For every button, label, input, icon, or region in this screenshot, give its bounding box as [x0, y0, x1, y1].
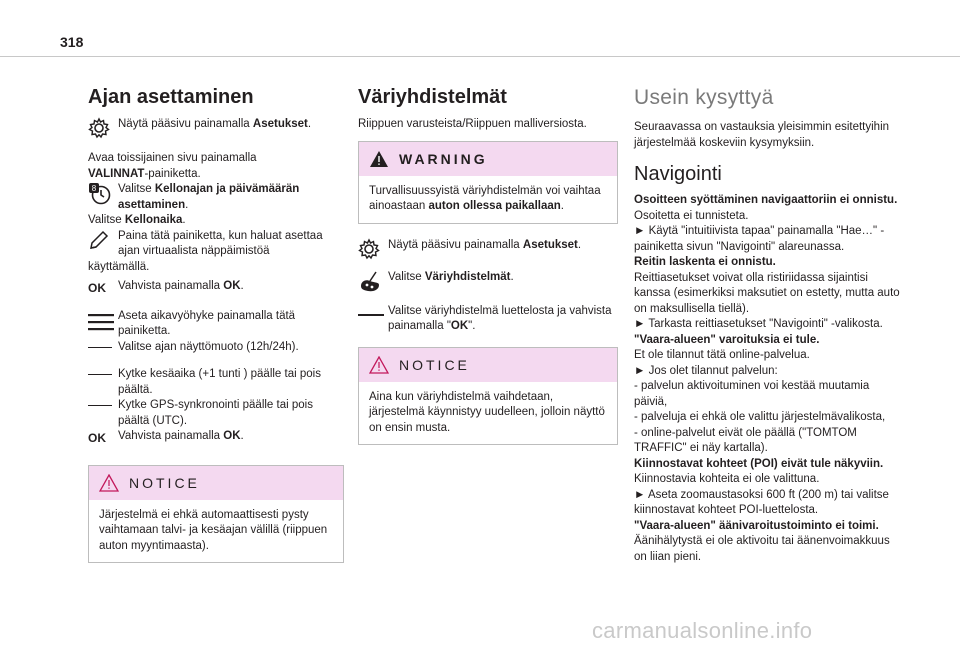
text: Aseta aikavyöhyke painamalla tätä painiketta.	[118, 309, 296, 337]
text: Valitse	[118, 183, 155, 195]
text: Valitse väriyhdistelmä luettelosta ja vahvista painamalla "	[388, 304, 612, 332]
step-format	[88, 340, 344, 356]
text: Näytä pääsivu painamalla	[118, 118, 253, 130]
text: .	[240, 280, 244, 292]
warning-box	[358, 141, 618, 224]
faq-answer: Kiinnostavia kohteita ei ole valittuna.	[634, 473, 820, 485]
faq-answer: Äänihälytystä ei ole aktivoitu tai äänenvoimakkuus on liian pieni.	[634, 535, 890, 563]
step-settings	[358, 238, 618, 260]
column-time-settings	[88, 86, 344, 563]
clock-icon	[88, 182, 112, 206]
text: Valitse ajan näyttömuoto (12h/24h).	[118, 340, 299, 353]
text: Kellonajan ja päivämäärän asettaminen	[118, 183, 300, 211]
header-divider	[0, 56, 960, 57]
warning-title: WARNING	[399, 150, 488, 167]
faq-answer: Osoitetta ei tunnisteta.	[634, 209, 749, 222]
text: Valitse	[88, 214, 125, 226]
svg-text:8: 8	[91, 184, 97, 193]
paragraph	[88, 213, 344, 229]
warning-icon	[369, 150, 389, 168]
text: auton ollessa paikallaan	[428, 200, 561, 212]
subsection-title-navigation: Navigointi	[634, 163, 722, 185]
text: .	[577, 238, 582, 251]
step-edit	[88, 229, 344, 260]
text: Paina tätä painiketta, kun haluat asettaa ajan virtuaalista näppäimistöä	[118, 229, 323, 257]
faq-question: "Vaara-alueen" varoituksia ei tule.	[634, 333, 820, 346]
section-title-time: Ajan asettaminen	[88, 86, 254, 108]
step-clock	[88, 182, 344, 213]
faq-answer: ► Tarkasta reittiasetukset "Navigointi" -valikosta.	[634, 318, 883, 330]
text: .	[185, 198, 189, 211]
text: Kytke kesäaika (+1 tunti ) päälle tai pois päältä.	[118, 368, 321, 396]
faq-answer: Et ole tilannut tätä online-palvelua.	[634, 349, 810, 361]
warning-text	[359, 176, 617, 223]
faq-answer: Reittiasetukset voivat olla ristiriidassa sijaintisi kanssa (esimerkiksi maksutiet on estetty, mutta auto on maksullisella tiellä).	[634, 271, 900, 315]
section-title-faq: Usein kysyttyä	[634, 86, 774, 109]
text: Kellonaika	[124, 214, 183, 226]
text: käyttämällä.	[88, 260, 150, 273]
text: Asetukset	[252, 118, 308, 130]
notice-box	[88, 465, 344, 564]
text: OK	[223, 430, 241, 442]
text: Näytä pääsivu painamalla	[388, 238, 523, 251]
ok-icon: OK	[88, 281, 106, 295]
gear-icon	[88, 117, 110, 139]
text: OK	[223, 280, 241, 292]
faq-answer: - palvelun aktivoituminen voi kestää muutamia päiviä,	[634, 380, 870, 408]
notice-icon	[99, 474, 119, 492]
toggle-icon	[88, 405, 112, 406]
column-color-schemes	[358, 86, 618, 445]
ok-icon: OK	[88, 431, 106, 445]
text: ".	[468, 320, 476, 332]
notice-title: NOTICE	[129, 474, 200, 491]
gear-icon	[358, 238, 380, 260]
step-timezone	[88, 309, 344, 340]
faq-question: Kiinnostavat kohteet (POI) eivät tule näkyviin.	[634, 457, 884, 470]
page-number: 318	[60, 34, 84, 50]
notice-text: Aina kun väriyhdistelmä vaihdetaan, järjestelmä käynnistyy uudelleen, jolloin näyttö on ensin musta.	[369, 390, 605, 434]
step-confirm	[88, 279, 344, 297]
text: .	[240, 430, 244, 442]
toggle-icon	[88, 347, 112, 348]
faq-question: Reitin laskenta ei onnistu.	[634, 256, 776, 268]
palette-icon	[358, 270, 382, 294]
text: Vahvista painamalla	[118, 430, 224, 442]
text: Turvallisuussyistä väriyhdistelmän voi vaihtaa ainoastaan	[369, 184, 601, 212]
menu-icon	[88, 313, 114, 331]
text: Asetukset	[522, 238, 578, 251]
text: Vahvista painamalla	[118, 280, 224, 292]
text: -painiketta.	[144, 167, 201, 180]
pencil-icon	[88, 229, 110, 251]
text: Väriyhdistelmät	[424, 270, 511, 283]
notice-icon	[369, 356, 389, 374]
faq-question: Osoitteen syöttäminen navigaattoriin ei onnistu.	[634, 194, 898, 206]
text: Kytke GPS-synkronointi päälle tai pois päältä (UTC).	[118, 399, 313, 427]
section-title-colors: Väriyhdistelmät	[358, 86, 507, 108]
slider-icon	[358, 312, 384, 318]
faq-question: "Vaara-alueen" äänivaroitustoiminto ei toimi.	[634, 519, 879, 532]
step-settings	[88, 117, 344, 139]
column-faq	[634, 86, 904, 565]
faq-answer: ► Käytä "intuitiivista tapaa" painamalla "Hae…" -painiketta sivun "Navigointi" alareunassa.	[634, 225, 885, 253]
text: .	[182, 214, 186, 226]
faq-answer: ► Aseta zoomaustasoksi 600 ft (200 m) tai valitse kiinnostavat kohteet POI-luettelosta.	[634, 488, 889, 516]
text: .	[307, 118, 312, 130]
text: Valitse	[388, 270, 425, 283]
step-gps	[88, 398, 344, 429]
text: Avaa toissijainen sivu painamalla	[88, 152, 257, 164]
step-select	[358, 304, 618, 335]
intro-text: Seuraavassa on vastauksia yleisimmin esitettyihin järjestelmää koskeviin kysymyksiin.	[634, 121, 890, 149]
notice-text: Järjestelmä ei ehkä automaattisesti pysty vaihtamaan talvi- ja kesäajan välillä (riippuen auton myyntimaasta).	[99, 508, 328, 552]
text: OK	[450, 320, 469, 332]
watermark: carmanualsonline.info	[592, 618, 813, 643]
notice-box	[358, 347, 618, 446]
step-confirm-2	[88, 429, 344, 447]
intro-text: Riippuen varusteista/Riippuen malliversiosta.	[358, 118, 587, 130]
text: .	[510, 270, 514, 283]
step-palette	[358, 270, 618, 294]
notice-title: NOTICE	[399, 356, 470, 373]
paragraph	[88, 151, 344, 182]
faq-answer: ► Jos olet tilannut palvelun:	[634, 364, 778, 377]
faq-answer: - palveluja ei ehkä ole valittu järjestelmävalikosta,	[634, 411, 886, 423]
toggle-icon	[88, 374, 112, 375]
text: .	[560, 200, 564, 212]
faq-answer: - online-palvelut eivät ole päällä ("TOMTOM TRAFFIC" ei näy kartalla).	[634, 426, 857, 454]
step-dst	[88, 367, 344, 398]
text: VALINNAT	[88, 167, 145, 180]
